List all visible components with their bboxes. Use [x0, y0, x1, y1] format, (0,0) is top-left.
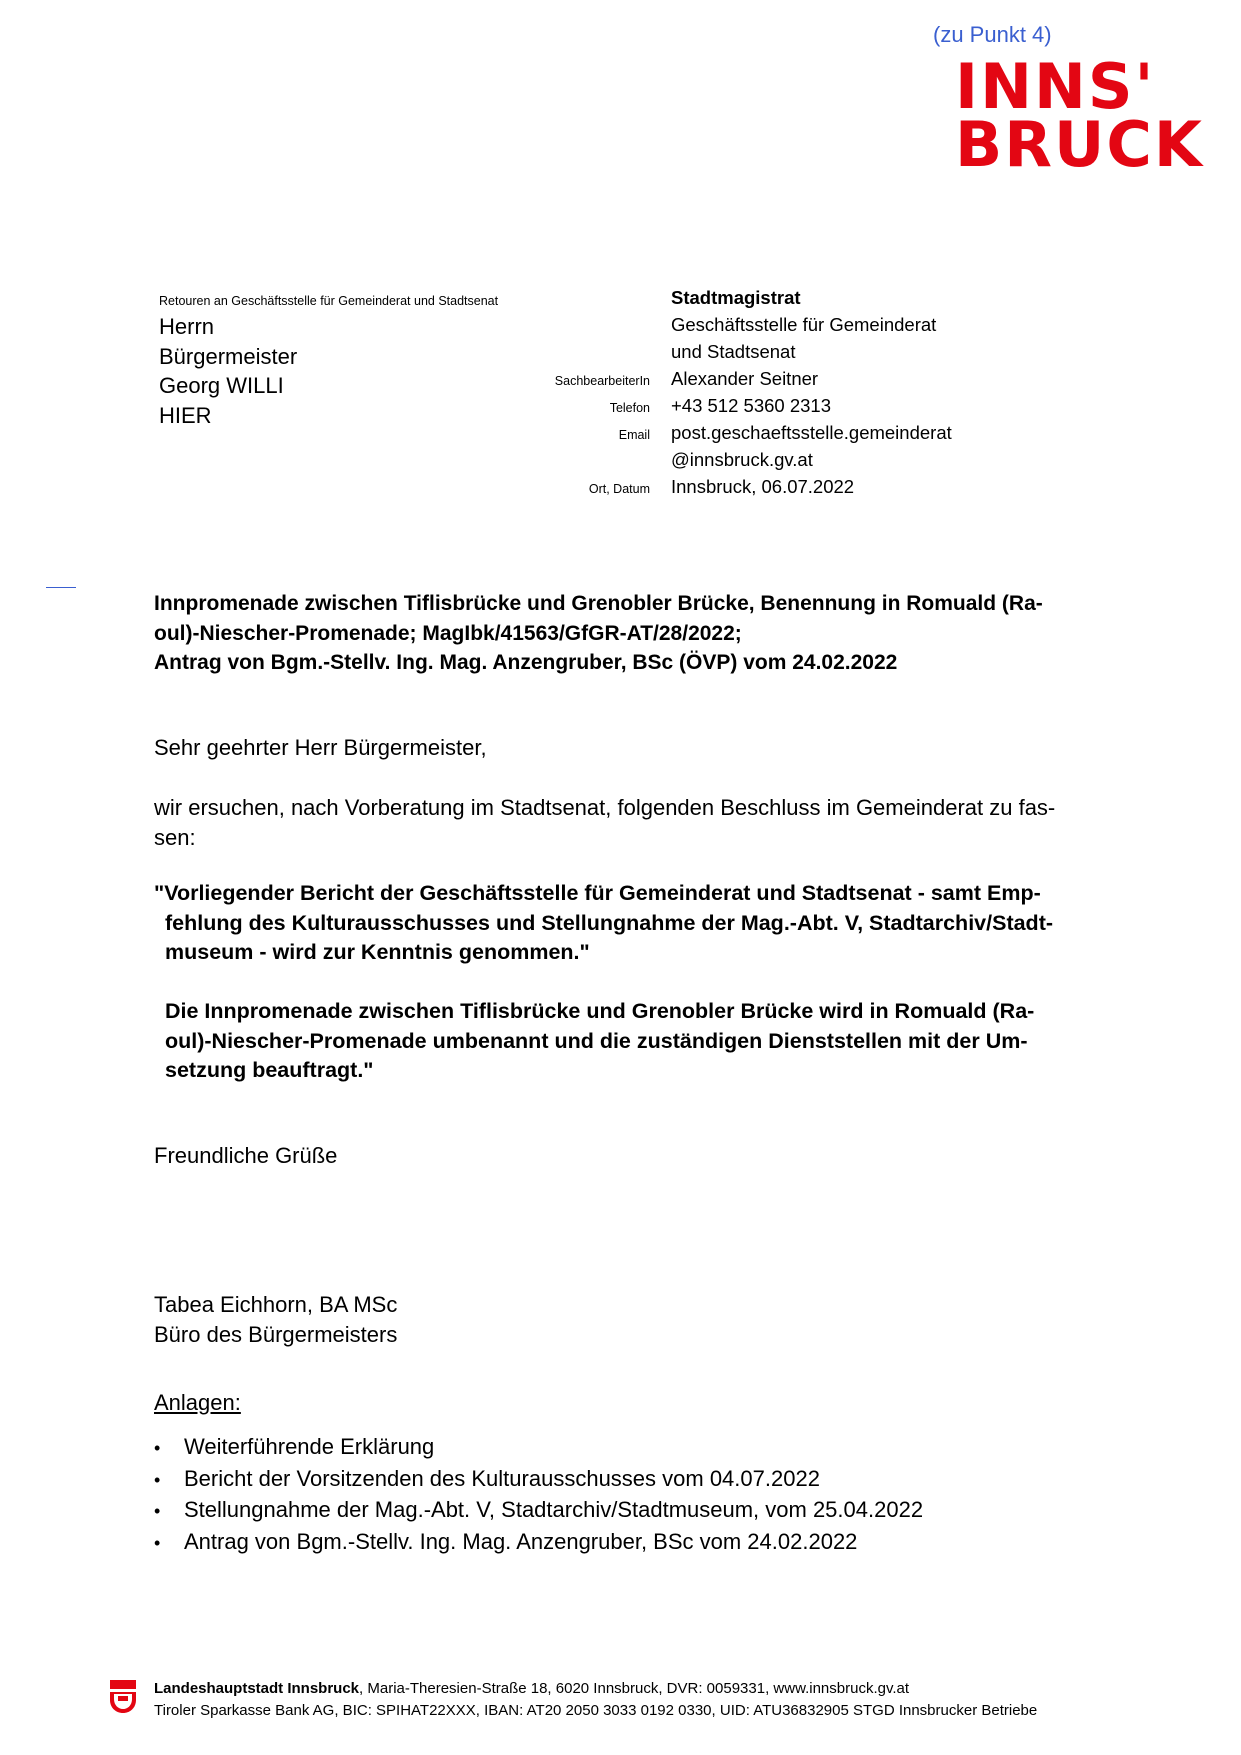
- sender-row: [540, 476, 1020, 503]
- sender-row: [540, 368, 1020, 395]
- sender-row: [540, 422, 1020, 449]
- sender-row: [540, 287, 1020, 314]
- resolution-text: [154, 879, 1144, 1086]
- resolution-line: oul)-Niescher-Promenade umbenannt und die zuständigen Dienststellen mit der Um-: [165, 1028, 1028, 1053]
- recipient-address: [159, 312, 297, 430]
- sender-row: [540, 341, 1020, 368]
- signature-block: [154, 1290, 397, 1349]
- sender-label: Email: [618, 428, 650, 442]
- subject: [154, 589, 1132, 678]
- closing: Freundliche Grüße: [154, 1143, 338, 1168]
- bullet-icon: •: [154, 1501, 161, 1521]
- footer-address: , Maria-Theresien-Straße 18, 6020 Innsbruck, DVR: 0059331, www.innsbruck.gv.at: [359, 1680, 910, 1697]
- list-item: [154, 1527, 923, 1559]
- recipient-line: HIER: [159, 402, 212, 428]
- attachments-heading: Anlagen:: [154, 1390, 241, 1415]
- footer-line-2: Tiroler Sparkasse Bank AG, BIC: SPIHAT22XXX, IBAN: AT20 2050 3033 0192 0330, UID: ATU36832905 STGD Innsbrucker Betriebe: [154, 1702, 1038, 1719]
- intro-line: wir ersuchen, nach Vorberatung im Stadtsenat, folgenden Beschluss im Gemeinderat zu fas-: [154, 795, 1056, 820]
- city-emblem-icon: [108, 1680, 138, 1714]
- sender-row: [540, 314, 1020, 341]
- subject-line: oul)-Niescher-Promenade; MagIbk/41563/GfGR-AT/28/2022;: [154, 621, 742, 645]
- sender-block: [540, 287, 1020, 503]
- subject-line: Antrag von Bgm.-Stellv. Ing. Mag. Anzengruber, BSc (ÖVP) vom 24.02.2022: [154, 651, 898, 674]
- sender-department: Stadtmagistrat: [671, 287, 801, 308]
- sender-email-domain: @innsbruck.gv.at: [671, 449, 813, 470]
- signer-office: Büro des Bürgermeisters: [154, 1321, 398, 1347]
- paragraph-gap: [154, 968, 1144, 998]
- footer-city-name: Landeshauptstadt Innsbruck: [154, 1680, 360, 1697]
- signer-name: Tabea Eichhorn, BA MSc: [154, 1292, 398, 1317]
- sender-label: Ort, Datum: [588, 482, 650, 496]
- sender-email: post.geschaeftsstelle.gemeinderat: [671, 422, 952, 443]
- sender-row: [540, 449, 1020, 476]
- agenda-reference: (zu Punkt 4): [933, 22, 1052, 47]
- attachment-label: Bericht der Vorsitzenden des Kulturausschusses vom 04.07.2022: [184, 1465, 820, 1491]
- logo-line-2: BRUCK: [955, 108, 1204, 181]
- fold-mark: [46, 587, 76, 588]
- intro-line: sen:: [154, 824, 196, 850]
- sender-value: und Stadtsenat: [671, 341, 796, 362]
- list-item: [154, 1432, 923, 1464]
- recipient-line: Georg WILLI: [159, 373, 284, 398]
- list-item: [154, 1495, 923, 1527]
- sender-place-date: Innsbruck, 06.07.2022: [671, 476, 855, 497]
- subject-line: Innpromenade zwischen Tiflisbrücke und Grenobler Brücke, Benennung in Romuald (Ra-: [154, 592, 1043, 615]
- sender-label: Telefon: [609, 401, 650, 415]
- sender-clerk: Alexander Seitner: [671, 368, 819, 389]
- resolution-line: Die Innpromenade zwischen Tiflisbrücke und Grenobler Brücke wird in Romuald (Ra-: [165, 999, 1035, 1023]
- bullet-icon: •: [154, 1438, 161, 1458]
- salutation: Sehr geehrter Herr Bürgermeister,: [154, 735, 487, 760]
- resolution-line: fehlung des Kulturausschusses und Stellungnahme der Mag.-Abt. V, Stadtarchiv/Stadt-: [165, 910, 1054, 935]
- bullet-icon: •: [154, 1532, 161, 1553]
- logo-line-1: INNS': [955, 50, 1156, 123]
- attachment-label: Stellungnahme der Mag.-Abt. V, Stadtarchiv/Stadtmuseum, vom 25.04.2022: [184, 1497, 924, 1522]
- attachment-label: Antrag von Bgm.-Stellv. Ing. Mag. Anzengruber, BSc vom 24.02.2022: [184, 1528, 858, 1554]
- resolution-line: "Vorliegender Bericht der Geschäftsstelle für Gemeinderat und Stadtsenat - samt Emp-: [154, 881, 1041, 905]
- sender-row: [540, 395, 1020, 422]
- attachments-list: [154, 1432, 923, 1558]
- sender-phone: +43 512 5360 2313: [671, 395, 831, 416]
- sender-value: Geschäftsstelle für Gemeinderat: [671, 314, 937, 335]
- intro-paragraph: [154, 793, 1144, 852]
- innsbruck-logo: [955, 50, 1204, 181]
- footer: [154, 1678, 1037, 1722]
- resolution-line: museum - wird zur Kenntnis genommen.": [165, 940, 590, 964]
- recipient-line: Herrn: [159, 314, 215, 339]
- footer-line-1: [154, 1678, 1037, 1700]
- list-item: [154, 1464, 923, 1496]
- attachment-label: Weiterführende Erklärung: [184, 1434, 435, 1459]
- recipient-line: Bürgermeister: [159, 343, 298, 369]
- resolution-line: setzung beauftragt.": [165, 1058, 374, 1082]
- bullet-icon: •: [154, 1469, 161, 1490]
- return-address: Retouren an Geschäftsstelle für Gemeinderat und Stadtsenat: [159, 294, 499, 308]
- sender-label: SachbearbeiterIn: [554, 374, 650, 388]
